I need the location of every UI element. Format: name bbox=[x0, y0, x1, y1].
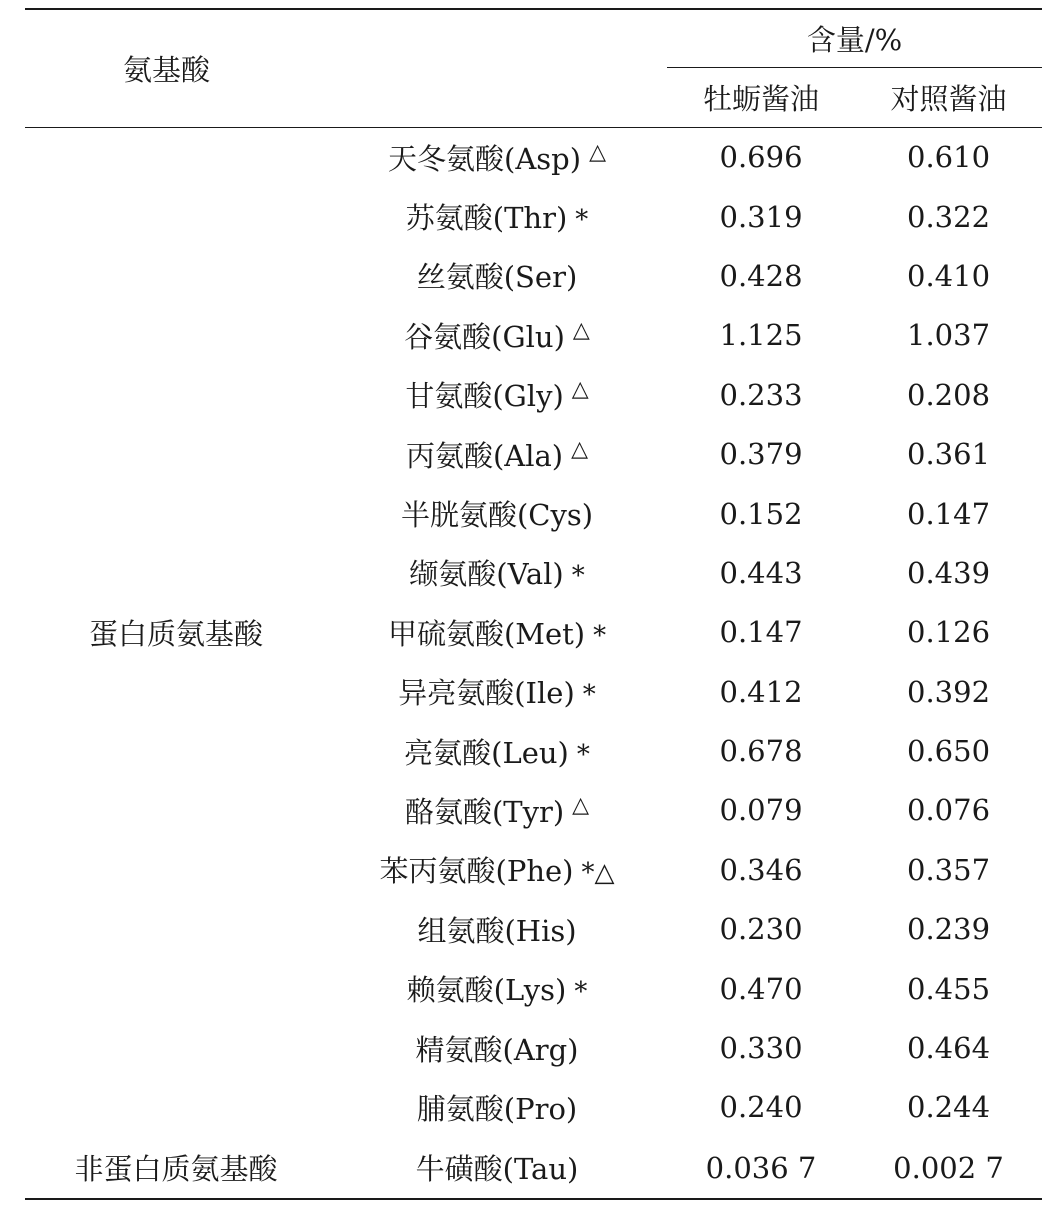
value-oyster: 0.147 bbox=[719, 615, 803, 650]
amino-acid-mark: * bbox=[574, 977, 588, 1008]
value-control: 0.410 bbox=[907, 258, 991, 293]
amino-acid-name-cell bbox=[327, 1078, 667, 1137]
value-control: 0.126 bbox=[907, 615, 991, 650]
amino-acid-name-cell bbox=[327, 365, 667, 424]
amino-acid-mark: * bbox=[582, 680, 596, 711]
amino-acid-name-cell bbox=[327, 424, 667, 483]
value-oyster: 0.443 bbox=[719, 555, 803, 590]
value-oyster: 0.240 bbox=[719, 1090, 803, 1125]
amino-acid-name: 丝氨酸(Ser) bbox=[416, 260, 578, 295]
amino-acid-name-cell bbox=[327, 306, 667, 365]
amino-acid-name: 天冬氨酸(Asp) bbox=[388, 141, 582, 176]
value-control: 0.392 bbox=[907, 674, 991, 709]
value-oyster: 0.470 bbox=[719, 971, 803, 1006]
amino-acid-mark: *△ bbox=[581, 858, 615, 889]
value-oyster: 0.152 bbox=[719, 496, 803, 531]
amino-acid-name: 赖氨酸(Lys) bbox=[406, 973, 567, 1008]
header-amino-acid: 氨基酸 bbox=[25, 9, 667, 128]
value-oyster: 0.412 bbox=[719, 674, 803, 709]
amino-acid-name-cell bbox=[327, 128, 667, 187]
value-oyster: 0.036 7 bbox=[667, 1137, 855, 1199]
table-row bbox=[25, 1137, 1042, 1199]
amino-acid-name-cell bbox=[327, 781, 667, 840]
value-control: 0.439 bbox=[907, 555, 991, 590]
group-label: 非蛋白质氨基酸 bbox=[25, 1137, 327, 1199]
group-label: 蛋白质氨基酸 bbox=[88, 617, 263, 652]
table-row bbox=[25, 128, 1042, 187]
table-header bbox=[25, 9, 1042, 128]
value-oyster: 0.330 bbox=[719, 1031, 803, 1066]
amino-acid-name: 半胱氨酸(Cys) bbox=[400, 498, 594, 533]
value-control: 0.464 bbox=[907, 1031, 991, 1066]
amino-acid-name: 苏氨酸(Thr) bbox=[405, 201, 568, 236]
amino-acid-name: 谷氨酸(Glu) bbox=[404, 319, 565, 354]
amino-acid-name: 缬氨酸(Val) bbox=[409, 557, 564, 592]
value-control: 0.357 bbox=[907, 852, 991, 887]
amino-acid-name-cell bbox=[327, 484, 667, 543]
amino-acid-mark: △ bbox=[571, 377, 589, 403]
value-oyster: 0.079 bbox=[719, 793, 803, 828]
value-control: 0.650 bbox=[907, 734, 991, 769]
value-oyster: 0.233 bbox=[719, 377, 803, 412]
amino-acid-name: 精氨酸(Arg) bbox=[415, 1032, 579, 1067]
amino-acid-name-cell bbox=[327, 840, 667, 899]
header-content: 含量/% bbox=[667, 9, 1042, 68]
value-control: 0.147 bbox=[907, 496, 991, 531]
amino-acid-mark: * bbox=[576, 739, 590, 770]
amino-acid-name: 甲硫氨酸(Met) bbox=[387, 616, 586, 651]
amino-acid-name: 牛磺酸(Tau) bbox=[415, 1152, 579, 1187]
amino-acid-name: 异亮氨酸(Ile) bbox=[398, 676, 575, 711]
value-oyster: 0.319 bbox=[719, 199, 803, 234]
value-oyster: 0.379 bbox=[719, 437, 803, 472]
header-sample-control: 对照酱油 bbox=[855, 68, 1042, 128]
table-body bbox=[25, 128, 1042, 1200]
amino-acid-name-cell bbox=[327, 1137, 667, 1199]
amino-acid-mark: △ bbox=[572, 317, 590, 343]
value-oyster: 0.230 bbox=[719, 912, 803, 947]
value-control: 0.076 bbox=[907, 793, 991, 828]
amino-acid-name: 甘氨酸(Gly) bbox=[405, 379, 564, 414]
value-oyster: 0.428 bbox=[719, 258, 803, 293]
amino-acid-name-cell bbox=[327, 543, 667, 602]
value-control: 0.361 bbox=[907, 437, 991, 472]
value-control: 0.610 bbox=[907, 140, 991, 175]
value-control: 0.002 7 bbox=[855, 1137, 1042, 1199]
amino-acid-name: 苯丙氨酸(Phe) bbox=[379, 854, 574, 889]
amino-acid-mark: △ bbox=[571, 436, 589, 462]
amino-acid-name-cell bbox=[327, 603, 667, 662]
amino-acid-mark: △ bbox=[589, 139, 606, 165]
amino-acid-mark: * bbox=[571, 561, 585, 592]
amino-acid-name: 酪氨酸(Tyr) bbox=[404, 794, 565, 829]
amino-acid-name-cell bbox=[327, 900, 667, 959]
value-oyster: 0.678 bbox=[719, 734, 803, 769]
amino-acid-mark: △ bbox=[572, 792, 590, 818]
amino-acid-name: 组氨酸(His) bbox=[417, 913, 577, 948]
amino-acid-mark: * bbox=[593, 620, 607, 651]
value-control: 0.239 bbox=[907, 912, 991, 947]
value-oyster: 1.125 bbox=[719, 318, 803, 353]
value-control: 0.244 bbox=[907, 1090, 991, 1125]
amino-acid-name-cell bbox=[327, 662, 667, 721]
header-sample-oyster: 牡蛎酱油 bbox=[667, 68, 855, 128]
amino-acid-name-cell bbox=[327, 959, 667, 1018]
amino-acid-name-cell bbox=[327, 246, 667, 305]
amino-acid-name-cell bbox=[327, 1018, 667, 1077]
value-control: 1.037 bbox=[907, 318, 991, 353]
value-oyster: 0.696 bbox=[719, 140, 803, 175]
amino-acid-name-cell bbox=[327, 187, 667, 246]
value-control: 0.455 bbox=[907, 971, 991, 1006]
value-control: 0.322 bbox=[907, 199, 991, 234]
amino-acid-name-cell bbox=[327, 721, 667, 780]
value-oyster: 0.346 bbox=[719, 852, 803, 887]
amino-acid-mark: * bbox=[575, 205, 589, 236]
amino-acid-name: 丙氨酸(Ala) bbox=[405, 438, 564, 473]
value-control: 0.208 bbox=[907, 377, 991, 412]
amino-acid-name: 脯氨酸(Pro) bbox=[416, 1091, 578, 1126]
amino-acid-table bbox=[25, 8, 1042, 1200]
amino-acid-name: 亮氨酸(Leu) bbox=[404, 735, 569, 770]
